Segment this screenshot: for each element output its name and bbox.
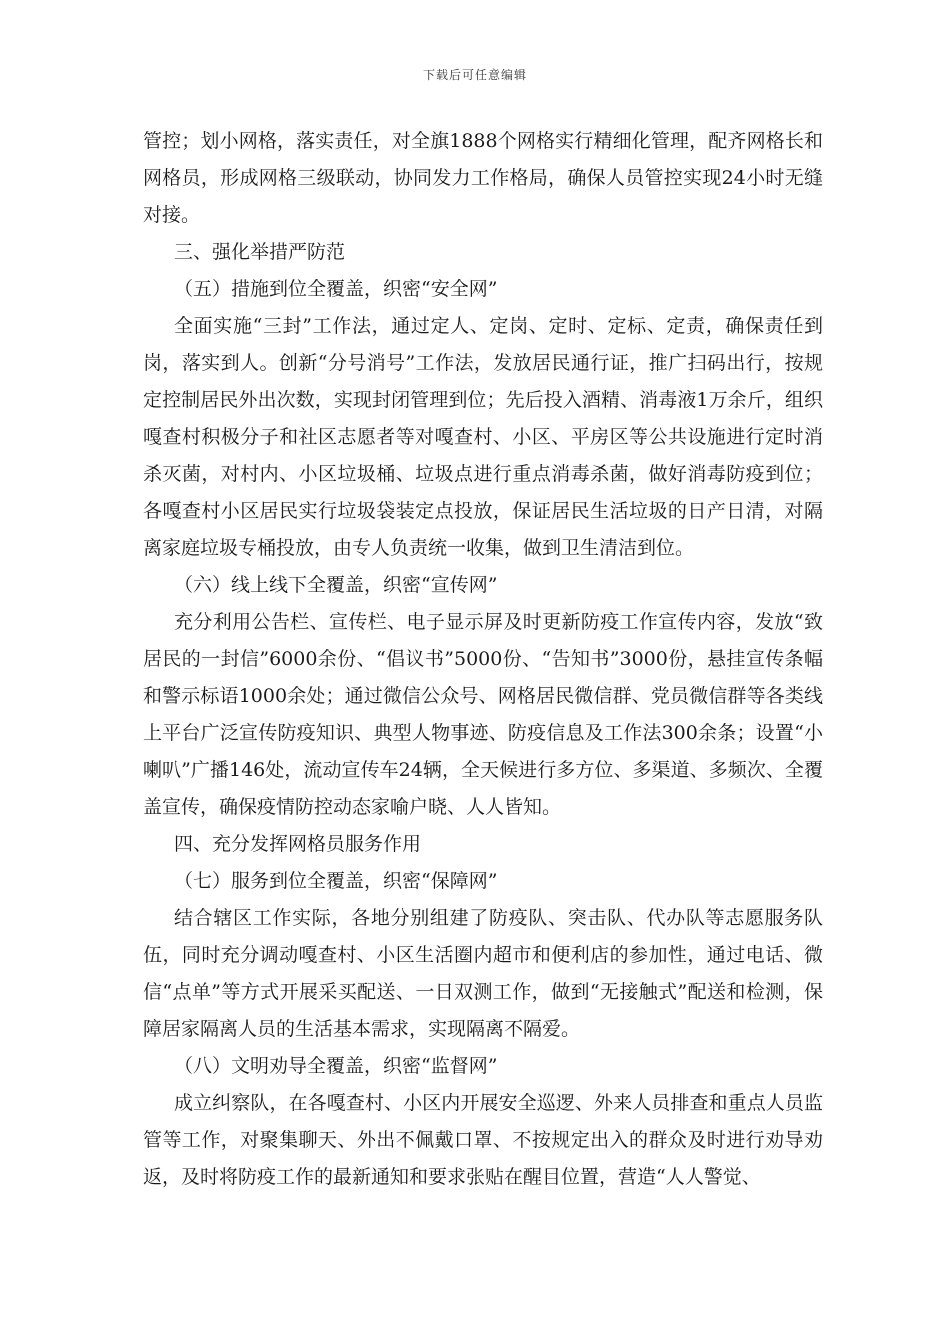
- subsection-heading-6: （六）线上线下全覆盖，织密“宣传网”: [174, 574, 498, 596]
- subsection-heading-5: （五）措施到位全覆盖，织密“安全网”: [174, 278, 498, 300]
- document-body: [143, 123, 823, 1196]
- subsection-heading-7: （七）服务到位全覆盖，织密“保障网”: [174, 870, 498, 892]
- paragraph-supervision-net: 成立纠察队，在各嘎查村、小区内开展安全巡逻、外来人员排查和重点人员监管等工作，对聚集聊天、外出不佩戴口罩、不按规定出入的群众及时进行劝导劝返，及时将防疫工作的最新通知和要求张贴在醒目位置，营造“人人警觉、: [143, 1092, 823, 1188]
- paragraph-safety-net: 全面实施“三封”工作法，通过定人、定岗、定时、定标、定责，确保责任到岗，落实到人。创新“分号消号”工作法，发放居民通行证，推广扫码出行，按规定控制居民外出次数，实现封闭管理到位；先后投入酒精、消毒液1万余斤，组织嘎查村积极分子和社区志愿者等对嘎查村、小区、平房区等公共设施进行定时消杀灭菌，对村内、小区垃圾桶、垃圾点进行重点消毒杀菌，做好消毒防疫到位；各嘎查村小区居民实行垃圾袋装定点投放，保证居民生活垃圾的日产日清，对隔离家庭垃圾专桶投放，由专人负责统一收集，做到卫生清洁到位。: [143, 315, 823, 559]
- section-heading-3: 三、强化举措严防范: [174, 241, 346, 263]
- paragraph-support-net: 结合辖区工作实际，各地分别组建了防疫队、突击队、代办队等志愿服务队伍，同时充分调动嘎查村、小区生活圈内超市和便利店的参加性，通过电话、微信“点单”等方式开展采买配送、一日双测工作，做到“无接触式”配送和检测，保障居家隔离人员的生活基本需求，实现隔离不隔爱。: [143, 907, 823, 1040]
- paragraph-continued: 管控；划小网格，落实责任，对全旗1888个网格实行精细化管理，配齐网格长和网格员，形成网格三级联动，协同发力工作格局，确保人员管控实现24小时无缝对接。: [143, 130, 823, 226]
- paragraph-publicity-net: 充分利用公告栏、宣传栏、电子显示屏及时更新防疫工作宣传内容，发放“致居民的一封信”6000余份、“倡议书”5000份、“告知书”3000份，悬挂宣传条幅和警示标语1000余处；通过微信公众号、网格居民微信群、党员微信群等各类线上平台广泛宣传防疫知识、典型人物事迹、防疫信息及工作法300余条；设置“小喇叭”广播146处，流动宣传车24辆，全天候进行多方位、多渠道、多频次、全覆盖宣传，确保疫情防控动态家喻户晓、人人皆知。: [143, 611, 823, 818]
- section-heading-4: 四、充分发挥网格员服务作用: [174, 833, 422, 855]
- subsection-heading-8: （八）文明劝导全覆盖，织密“监督网”: [174, 1055, 498, 1077]
- page-header: 下载后可任意编辑: [422, 68, 527, 82]
